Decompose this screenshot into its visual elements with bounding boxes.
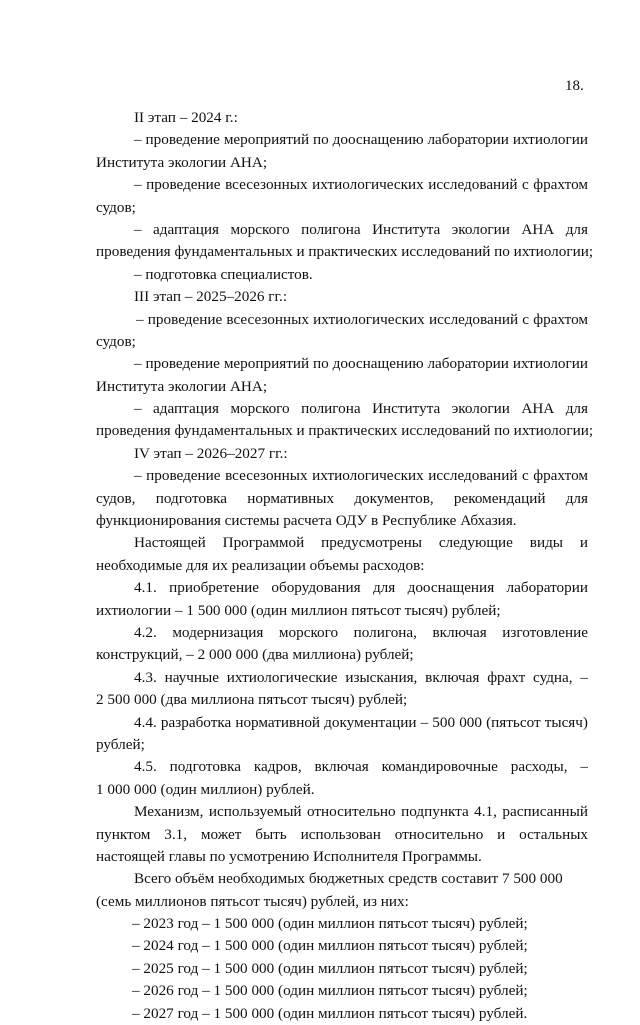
text-line: ихтиологии – 1 500 000 (один миллион пятьсот тысяч) рублей;	[96, 601, 501, 619]
text-line: (семь миллионов пятьсот тысяч) рублей, из них:	[96, 892, 409, 910]
text-line: – проведение мероприятий по дооснащению лаборатории ихтиологии	[134, 131, 588, 149]
text-line: – адаптация морского полигона Института экологии АНА для	[134, 400, 588, 418]
text-line: судов;	[96, 332, 136, 350]
text-line: – 2024 год – 1 500 000 (один миллион пятьсот тысяч) рублей;	[132, 937, 528, 955]
text-line: – 2026 год – 1 500 000 (один миллион пятьсот тысяч) рублей;	[132, 982, 528, 1000]
text-line: судов;	[96, 198, 136, 216]
text-line: Института экологии АНА;	[96, 377, 268, 395]
text-line: Института экологии АНА;	[96, 153, 268, 171]
text-line: Всего объём необходимых бюджетных средств составит 7 500 000	[134, 870, 563, 888]
text-line: III этап – 2025–2026 гг.:	[134, 288, 288, 306]
text-line: проведения фундаментальных и практических исследований по ихтиологии;	[96, 422, 594, 440]
text-line: 1 000 000 (один миллион) рублей.	[96, 780, 315, 798]
text-line: настоящей главы по усмотрению Исполнителя Программы.	[96, 847, 482, 865]
page-number: 18.	[565, 78, 584, 94]
text-line: 2 500 000 (два миллиона пятьсот тысяч) рублей;	[96, 691, 408, 709]
text-line: проведения фундаментальных и практических исследований по ихтиологии;	[96, 243, 594, 261]
text-line: Настоящей Программой предусмотрены следующие виды и	[134, 534, 588, 552]
text-line: – проведение всесезонных ихтиологических исследований с фрахтом	[134, 467, 588, 485]
text-line: – подготовка специалистов.	[134, 265, 313, 283]
text-line: II этап – 2024 г.:	[134, 109, 238, 126]
text-line: – 2025 год – 1 500 000 (один миллион пятьсот тысяч) рублей;	[132, 959, 528, 977]
text-line: – 2027 год – 1 500 000 (один миллион пятьсот тысяч) рублей.	[132, 1004, 528, 1022]
text-line: 4.1. приобретение оборудования для дооснащения лаборатории	[134, 579, 588, 597]
text-line: Механизм, используемый относительно подпункта 4.1, расписанный	[134, 803, 588, 821]
text-line: 4.3. научные ихтиологические изыскания, включая фрахт судна, –	[134, 668, 588, 686]
text-line: 4.4. разработка нормативной документации – 500 000 (пятьсот тысяч)	[134, 713, 588, 731]
text-line: IV этап – 2026–2027 гг.:	[134, 444, 288, 462]
text-line: – адаптация морского полигона Института экологии АНА для	[134, 220, 588, 238]
text-line: – проведение мероприятий по дооснащению лаборатории ихтиологии	[134, 355, 588, 373]
text-line: – проведение всесезонных ихтиологических исследований с фрахтом	[136, 310, 588, 328]
text-line: – проведение всесезонных ихтиологических исследований с фрахтом	[134, 176, 588, 194]
text-line: пунктом 3.1, может быть использован относительно и остальных	[96, 825, 588, 843]
text-line: рублей;	[96, 735, 145, 753]
text-line: – 2023 год – 1 500 000 (один миллион пятьсот тысяч) рублей;	[132, 915, 528, 933]
text-line: необходимые для их реализации объемы расходов:	[96, 556, 425, 574]
text-line: конструкций, – 2 000 000 (два миллиона) рублей;	[96, 646, 414, 664]
text-line: судов, подготовка нормативных документов, рекомендаций для	[96, 489, 588, 507]
text-line: функционирования системы расчета ОДУ в Республике Абхазия.	[96, 512, 517, 530]
document-body	[96, 107, 594, 1025]
text-line: 4.5. подготовка кадров, включая командировочные расходы, –	[134, 758, 588, 776]
text-line: 4.2. модернизация морского полигона, включая изготовление	[134, 623, 588, 641]
